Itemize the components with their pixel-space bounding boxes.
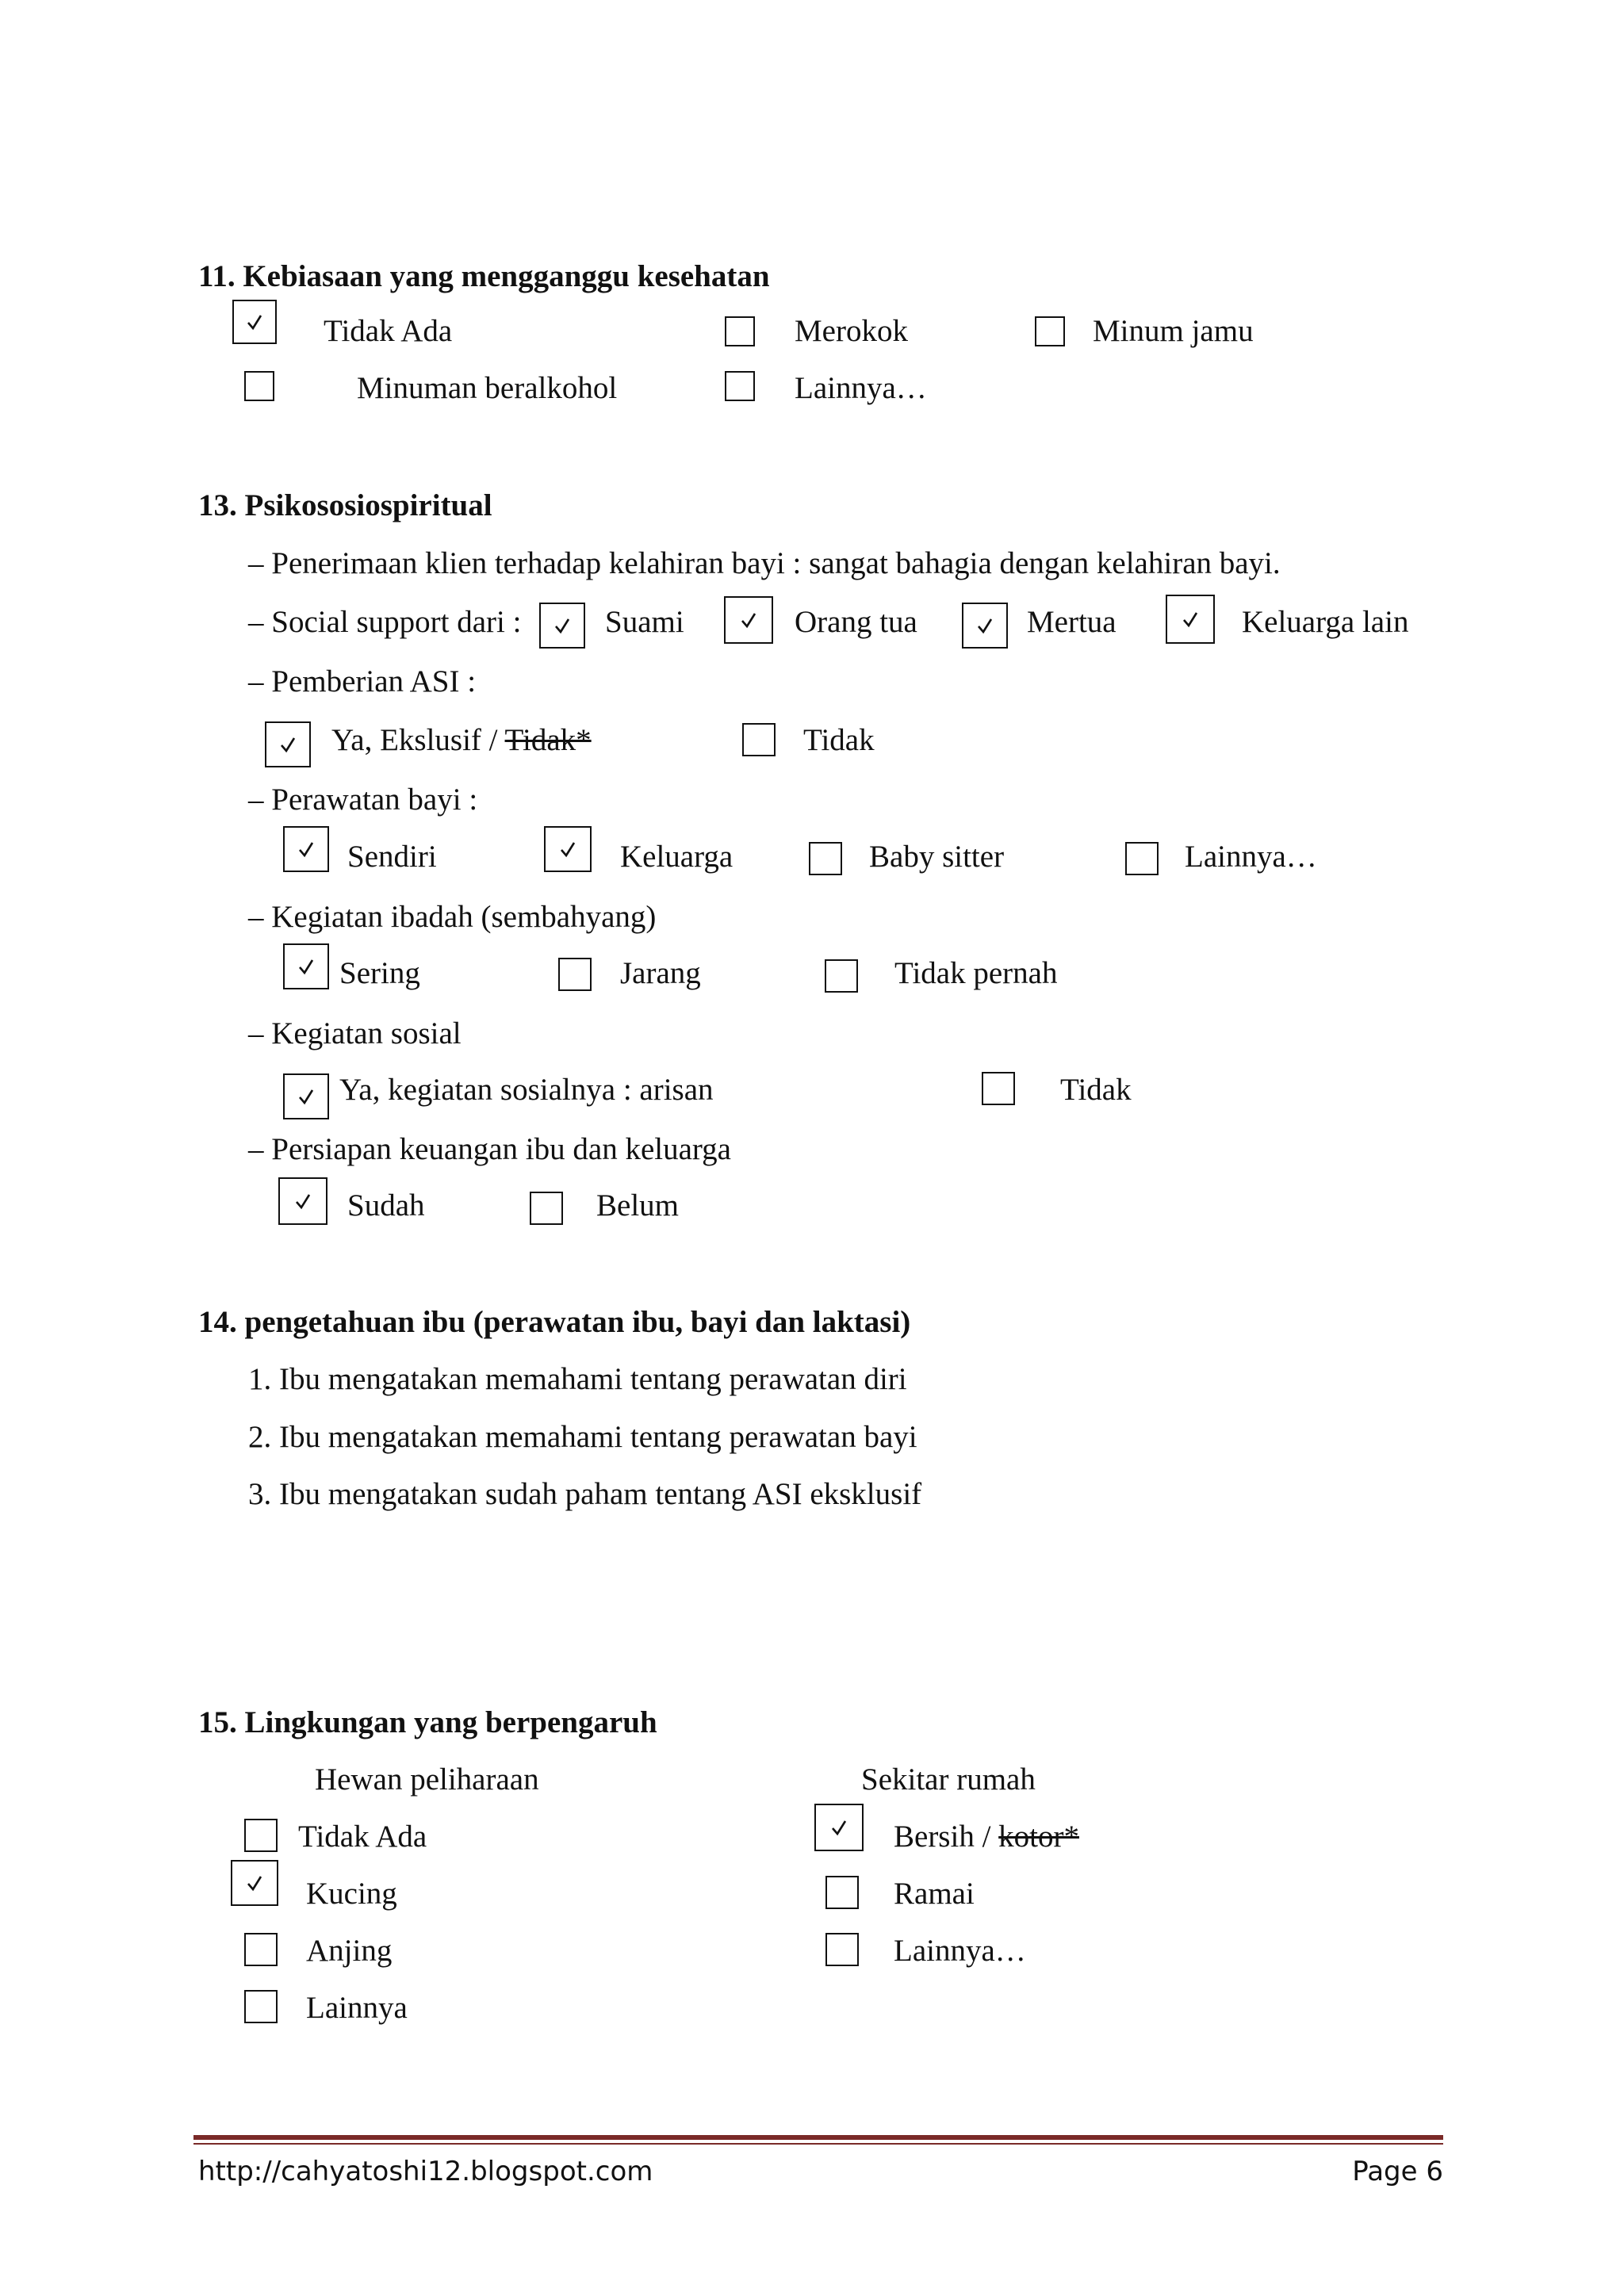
option-keluarga-lain: Keluarga lain — [1242, 605, 1409, 639]
section-14-heading: 14. pengetahuan ibu (perawatan ibu, bayi dan laktasi) — [198, 1305, 911, 1339]
option-hewan-tidak-ada: Tidak Ada — [298, 1820, 427, 1854]
checkbox-lainnya-s11[interactable] — [725, 371, 755, 401]
checkbox-orang-tua[interactable] — [724, 596, 773, 644]
check-icon — [830, 1819, 848, 1836]
penerimaan-text: – Penerimaan klien terhadap kelahiran bayi : sangat bahagia dengan kelahiran bayi. — [248, 546, 1281, 580]
option-bersih — [894, 1821, 1079, 1852]
column-header-hewan: Hewan peliharaan — [315, 1762, 539, 1797]
checkbox-jarang[interactable] — [558, 958, 592, 991]
check-icon — [279, 736, 297, 753]
page-number: Page 6 — [1352, 2156, 1443, 2187]
check-icon — [1182, 610, 1199, 628]
checkbox-hewan-tidak-ada[interactable] — [244, 1819, 278, 1852]
checkbox-minum-jamu[interactable] — [1035, 316, 1065, 346]
checkbox-bersih[interactable] — [814, 1804, 864, 1851]
checkbox-asi-ya[interactable] — [265, 721, 311, 767]
option-asi-ya — [331, 725, 592, 756]
checkbox-asi-tidak[interactable] — [742, 723, 776, 756]
checkbox-suami[interactable] — [539, 603, 585, 649]
check-icon — [246, 313, 263, 331]
list-item: 3. Ibu mengatakan sudah paham tentang ASI eksklusif — [248, 1477, 922, 1511]
bersih-struck-text: kotor* — [998, 1820, 1079, 1854]
option-orang-tua: Orang tua — [795, 605, 917, 639]
pemberian-asi-label: – Pemberian ASI : — [248, 664, 477, 698]
checkbox-sosial-ya[interactable] — [283, 1073, 329, 1119]
option-ramai: Ramai — [894, 1877, 975, 1911]
option-lainnya-perawatan: Lainnya… — [1185, 840, 1317, 874]
check-icon — [553, 617, 571, 634]
kegiatan-ibadah-label: – Kegiatan ibadah (sembahyang) — [248, 900, 657, 934]
option-sudah: Sudah — [347, 1188, 425, 1223]
check-icon — [294, 1192, 312, 1210]
checkbox-minuman-beralkohol[interactable] — [244, 371, 274, 401]
option-sosial-tidak: Tidak — [1060, 1073, 1132, 1107]
option-sendiri: Sendiri — [347, 840, 437, 874]
option-kucing: Kucing — [306, 1877, 397, 1911]
option-keluarga: Keluarga — [620, 840, 733, 874]
option-jarang: Jarang — [620, 956, 701, 990]
column-header-sekitar: Sekitar rumah — [861, 1762, 1036, 1797]
option-suami: Suami — [605, 605, 684, 639]
option-sering: Sering — [339, 956, 420, 990]
checkbox-ramai[interactable] — [825, 1876, 859, 1909]
footer-url[interactable]: http://cahyatoshi12.blogspot.com — [198, 2156, 653, 2187]
checkbox-baby-sitter[interactable] — [809, 842, 842, 875]
check-icon — [297, 958, 315, 975]
checkbox-lainnya-perawatan[interactable] — [1125, 842, 1159, 875]
checkbox-anjing[interactable] — [244, 1933, 278, 1966]
list-item: 2. Ibu mengatakan memahami tentang perawatan bayi — [248, 1420, 917, 1454]
checkbox-sosial-tidak[interactable] — [982, 1072, 1015, 1105]
footer-divider-thin — [193, 2143, 1443, 2145]
option-belum: Belum — [596, 1188, 679, 1223]
option-baby-sitter: Baby sitter — [869, 840, 1005, 874]
option-anjing: Anjing — [306, 1934, 393, 1968]
check-icon — [976, 617, 994, 634]
option-hewan-lainnya: Lainnya — [306, 1991, 408, 2025]
check-icon — [559, 840, 576, 858]
check-icon — [246, 1874, 263, 1892]
check-icon — [740, 611, 757, 629]
option-mertua: Mertua — [1027, 605, 1116, 639]
kegiatan-sosial-label: – Kegiatan sosial — [248, 1016, 462, 1050]
checkbox-mertua[interactable] — [962, 603, 1008, 649]
option-lainnya-rumah: Lainnya… — [894, 1934, 1026, 1968]
checkbox-tidak-pernah[interactable] — [825, 959, 858, 993]
checkbox-kucing[interactable] — [231, 1860, 278, 1906]
option-lainnya-s11: Lainnya… — [795, 371, 927, 405]
footer-divider-thick — [193, 2135, 1443, 2140]
persiapan-keuangan-label: – Persiapan keuangan ibu dan keluarga — [248, 1132, 731, 1166]
perawatan-bayi-label: – Perawatan bayi : — [248, 783, 478, 817]
list-item: 1. Ibu mengatakan memahami tentang perawatan diri — [248, 1362, 907, 1396]
checkbox-belum[interactable] — [530, 1192, 563, 1225]
bersih-text: Bersih / — [894, 1820, 999, 1854]
option-sosial-ya: Ya, kegiatan sosialnya : arisan — [339, 1073, 714, 1107]
option-tidak-pernah: Tidak pernah — [894, 956, 1058, 990]
checkbox-merokok[interactable] — [725, 316, 755, 346]
asi-struck-text: Tidak* — [504, 723, 592, 757]
option-merokok: Merokok — [795, 314, 908, 348]
option-minum-jamu: Minum jamu — [1093, 314, 1254, 348]
check-icon — [297, 1088, 315, 1105]
social-support-label: – Social support dari : — [248, 605, 522, 639]
checkbox-hewan-lainnya[interactable] — [244, 1990, 278, 2023]
checkbox-keluarga-lain[interactable] — [1166, 595, 1215, 644]
section-11-heading: 11. Kebiasaan yang mengganggu kesehatan — [198, 259, 770, 293]
check-icon — [297, 840, 315, 858]
section-13-heading: 13. Psikososiospiritual — [198, 488, 492, 522]
checkbox-lainnya-rumah[interactable] — [825, 1933, 859, 1966]
option-asi-tidak: Tidak — [803, 723, 875, 757]
asi-ya-text: Ya, Ekslusif / — [331, 723, 505, 757]
section-15-heading: 15. Lingkungan yang berpengaruh — [198, 1705, 657, 1739]
option-minuman-beralkohol: Minuman beralkohol — [357, 371, 618, 405]
checkbox-keluarga[interactable] — [544, 826, 592, 872]
checkbox-sudah[interactable] — [278, 1177, 327, 1225]
checkbox-sendiri[interactable] — [283, 826, 329, 872]
checkbox-tidak-ada[interactable] — [232, 300, 277, 344]
option-tidak-ada: Tidak Ada — [324, 314, 453, 348]
checkbox-sering[interactable] — [283, 943, 329, 989]
